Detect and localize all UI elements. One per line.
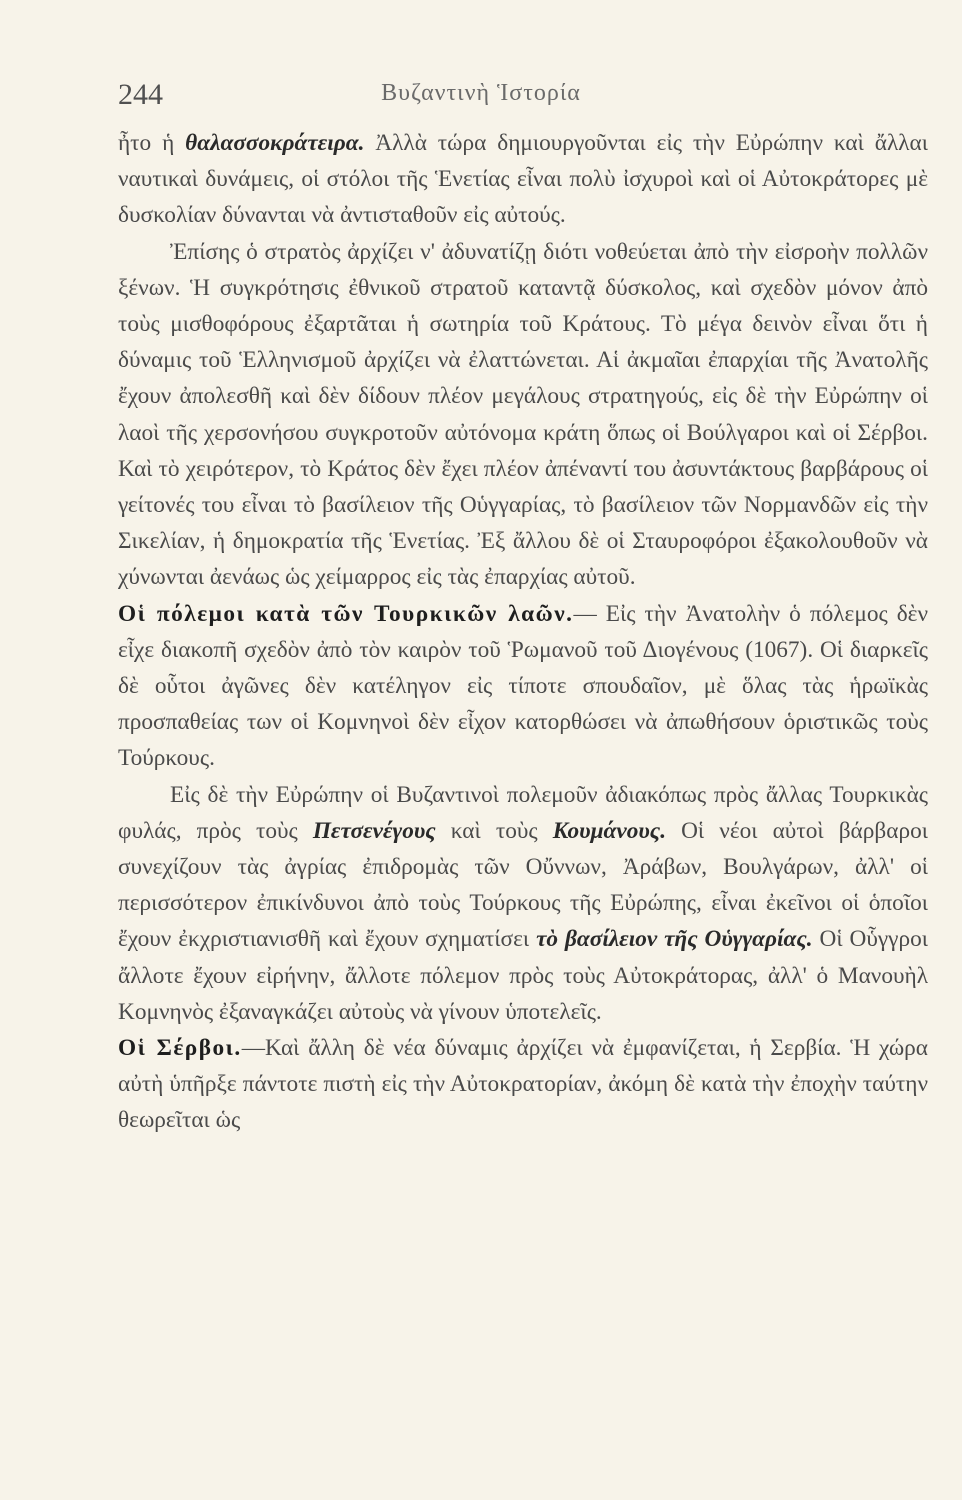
paragraph-p5 xyxy=(118,1030,928,1139)
paragraph-p2 xyxy=(118,234,928,596)
emphasized-text: Πετσενέγους xyxy=(312,817,436,844)
section-heading: Οἱ Σέρβοι. xyxy=(118,1035,242,1062)
section-heading: Οἱ πόλεμοι κατὰ τῶν Τουρκικῶν λαῶν. xyxy=(118,600,574,627)
text-run: Οἱ Οὗγγροι ἄλλοτε ἔχουν εἰρήνην, ἄλλοτε πόλεμον πρὸς τοὺς Αὐτοκράτορας, ἀλλ' ὁ Μανουὴλ Κομνηνὸς ἐξαναγκάζει αὐτοὺς νὰ γίνουν ὑποτελεῖς. xyxy=(118,926,928,1025)
running-title: Βυζαντινὴ Ἱστορία xyxy=(381,80,581,106)
text-run: ἦτο ἡ xyxy=(118,130,186,156)
emphasized-text: θαλασσοκράτειρα. xyxy=(185,130,365,156)
body-text xyxy=(118,125,928,1139)
text-run: Ἐπίσης ὁ στρατὸς ἀρχίζει ν' ἀδυνατίζῃ διότι νοθεύεται ἀπὸ τὴν εἰσροὴν πολλῶν ξένων. Ἡ συγκρότησις ἐθνικοῦ στρατοῦ καταντᾷ δύσκολος, καὶ σχεδὸν μόνον ἀπὸ τοὺς μισθοφόρους ἐξαρτᾶται ἡ σωτηρία τοῦ Κράτους. Τὸ μέγα δεινὸν εἶναι ὅτι ἡ δύναμις τοῦ Ἑλληνισμοῦ ἀρχίζει νὰ ἐλαττώνεται. Αἱ ἀκμαῖαι ἐπαρχίαι τῆς Ἀνατολῆς ἔχουν ἀπολεσθῆ καὶ δὲν δίδουν πλέον μεγάλους στρατηγούς, εἰς δὲ τὴν Εὐρώπην οἱ λαοὶ τῆς χερσονήσου συγκροτοῦν αὐτόνομα κράτη ὅπως οἱ Βούλγαροι καὶ οἱ Σέρβοι. Καὶ τὸ χειρότερον, τὸ Κράτος δὲν ἔχει πλέον ἀπέναντί του ἀσυντάκτους βαρβάρους οἱ γείτονές του εἶναι τὸ βασίλειον τῆς Οὑγγαρίας, τὸ βασίλειον τῶν Νορμανδῶν εἰς τὴν Σικελίαν, ἡ δημοκρατία τῆς Ἑνετίας. Ἐξ ἄλλου δὲ οἱ Σταυροφόροι ἐξακολουθοῦν νὰ χύνωνται ἀενάως ὡς χείμαρρος εἰς τὰς ἐπαρχίας αὐτοῦ. xyxy=(118,238,928,591)
paragraph-p4 xyxy=(118,777,928,1030)
emphasized-text: τὸ βασίλειον τῆς Οὑγγαρίας. xyxy=(536,926,813,953)
text-run: Οἱ νέοι αὐτοὶ βάρβαροι συνεχίζουν τὰς ἀγρίας ἐπιδρομὰς τῶν Οὔννων, Ἀράβων, Βουλγάρων, ἀλλ' οἱ περισσότερον ἐπικίνδυνοι ἀπὸ τοὺς Τούρκους τῆς Εὐρώπης, εἶναι ἐκεῖνοι οἱ ὁποῖοι ἔχουν ἐκχριστιανισθῆ καὶ ἔχουν σχηματίσει xyxy=(118,817,928,953)
text-run: Εἰς δὲ τὴν Εὐρώπην οἱ Βυζαντινοὶ πολεμοῦν ἀδιακόπως πρὸς ἄλλας Τουρκικὰς φυλάς, πρὸς τοὺς xyxy=(118,781,928,844)
paragraph-p1 xyxy=(118,125,928,234)
text-run: — Εἰς τὴν Ἀνατολὴν ὁ πόλεμος δὲν εἶχε διακοπῆ σχεδὸν ἀπὸ τὸν καιρὸν τοῦ Ῥωμανοῦ τοῦ Διογένους (1067). Οἱ διαρκεῖς δὲ οὗτοι ἀγῶνες δὲν κατέληγον εἰς τίποτε σπουδαῖον, μὲ ὅλας τὰς ἡρωϊκὰς προσπαθείας των οἱ Κομνηνοὶ δὲν εἶχον κατορθώσει νὰ ἀπωθήσουν ὁριστικῶς τοὺς Τούρκους. xyxy=(118,600,928,772)
emphasized-text: Κουμάνους. xyxy=(552,817,667,844)
page-number: 244 xyxy=(118,78,163,111)
paragraph-p3 xyxy=(118,596,928,777)
text-run: Ἀλλὰ τώρα δημιουργοῦνται εἰς τὴν Εὐρώπην καὶ ἄλλαι ναυτικαὶ δυνάμεις, οἱ στόλοι τῆς Ἑνετίας εἶναι πολὺ ἰσχυροὶ καὶ οἱ Αὐτοκράτορες μὲ δυσκολίαν δύνανται νὰ ἀντισταθοῦν εἰς αὐτούς. xyxy=(118,130,929,229)
page-header xyxy=(118,78,844,118)
text-run: καὶ τοὺς xyxy=(435,817,553,844)
text-run: —Καὶ ἄλλη δὲ νέα δύναμις ἀρχίζει νὰ ἐμφανίζεται, ἡ Σερβία. Ἡ χώρα αὐτὴ ὑπῆρξε πάντοτε πιστὴ εἰς τὴν Αὐτοκρατορίαν, ἀκόμη δὲ κατὰ τὴν ἐποχὴν ταύτην θεωρεῖται ὡς xyxy=(118,1035,928,1134)
